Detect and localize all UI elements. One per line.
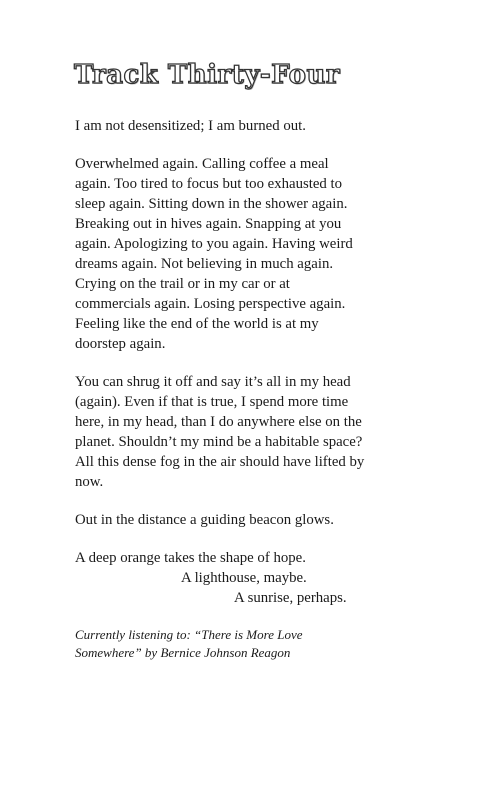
text-line: planet. Shouldn’t my mind be a habitable space? [75,434,363,450]
text-line-indented: A sunrise, perhaps. [234,590,347,606]
poem-body [75,116,445,662]
paragraph-overwhelmed [75,154,445,354]
paragraph-hope [75,548,445,608]
text-line: Overwhelmed again. Calling coffee a meal [75,156,329,172]
text-line: dreams again. Not believing in much again. [75,256,334,272]
text-line: now. [75,474,104,490]
text-line: You can shrug it off and say it’s all in my head [75,374,351,390]
text-line: commercials again. Losing perspective again. [75,296,346,312]
text-line: sleep again. Sitting down in the shower again. [75,196,348,212]
text-line: here, in my head, than I do anywhere else on the [75,414,362,430]
text-line: Crying on the trail or in my car or at [75,276,290,292]
paragraph-opening [75,116,445,136]
text-line: I am not desensitized; I am burned out. [75,118,306,134]
paragraph-beacon [75,510,445,530]
paragraph-in-my-head [75,372,445,492]
text-line: Feeling like the end of the world is at my [75,316,319,332]
text-line: A deep orange takes the shape of hope. [75,550,306,566]
currently-listening-note [75,626,445,662]
text-line: doorstep again. [75,336,166,352]
text-line: Out in the distance a guiding beacon glows. [75,512,334,528]
text-line: again. Too tired to focus but too exhausted to [75,176,343,192]
text-line-indented: A lighthouse, maybe. [181,570,307,586]
listening-line: Somewhere” by Bernice Johnson Reagon [75,645,291,660]
text-line: Breaking out in hives again. Snapping at you [75,216,342,232]
text-line: again. Apologizing to you again. Having weird [75,236,353,252]
text-line: (again). Even if that is true, I spend more time [75,394,349,410]
listening-line: Currently listening to: “There is More Love [75,627,303,642]
page-title: Track Thirty-Four [74,60,341,90]
text-line: All this dense fog in the air should have lifted by [75,454,365,470]
